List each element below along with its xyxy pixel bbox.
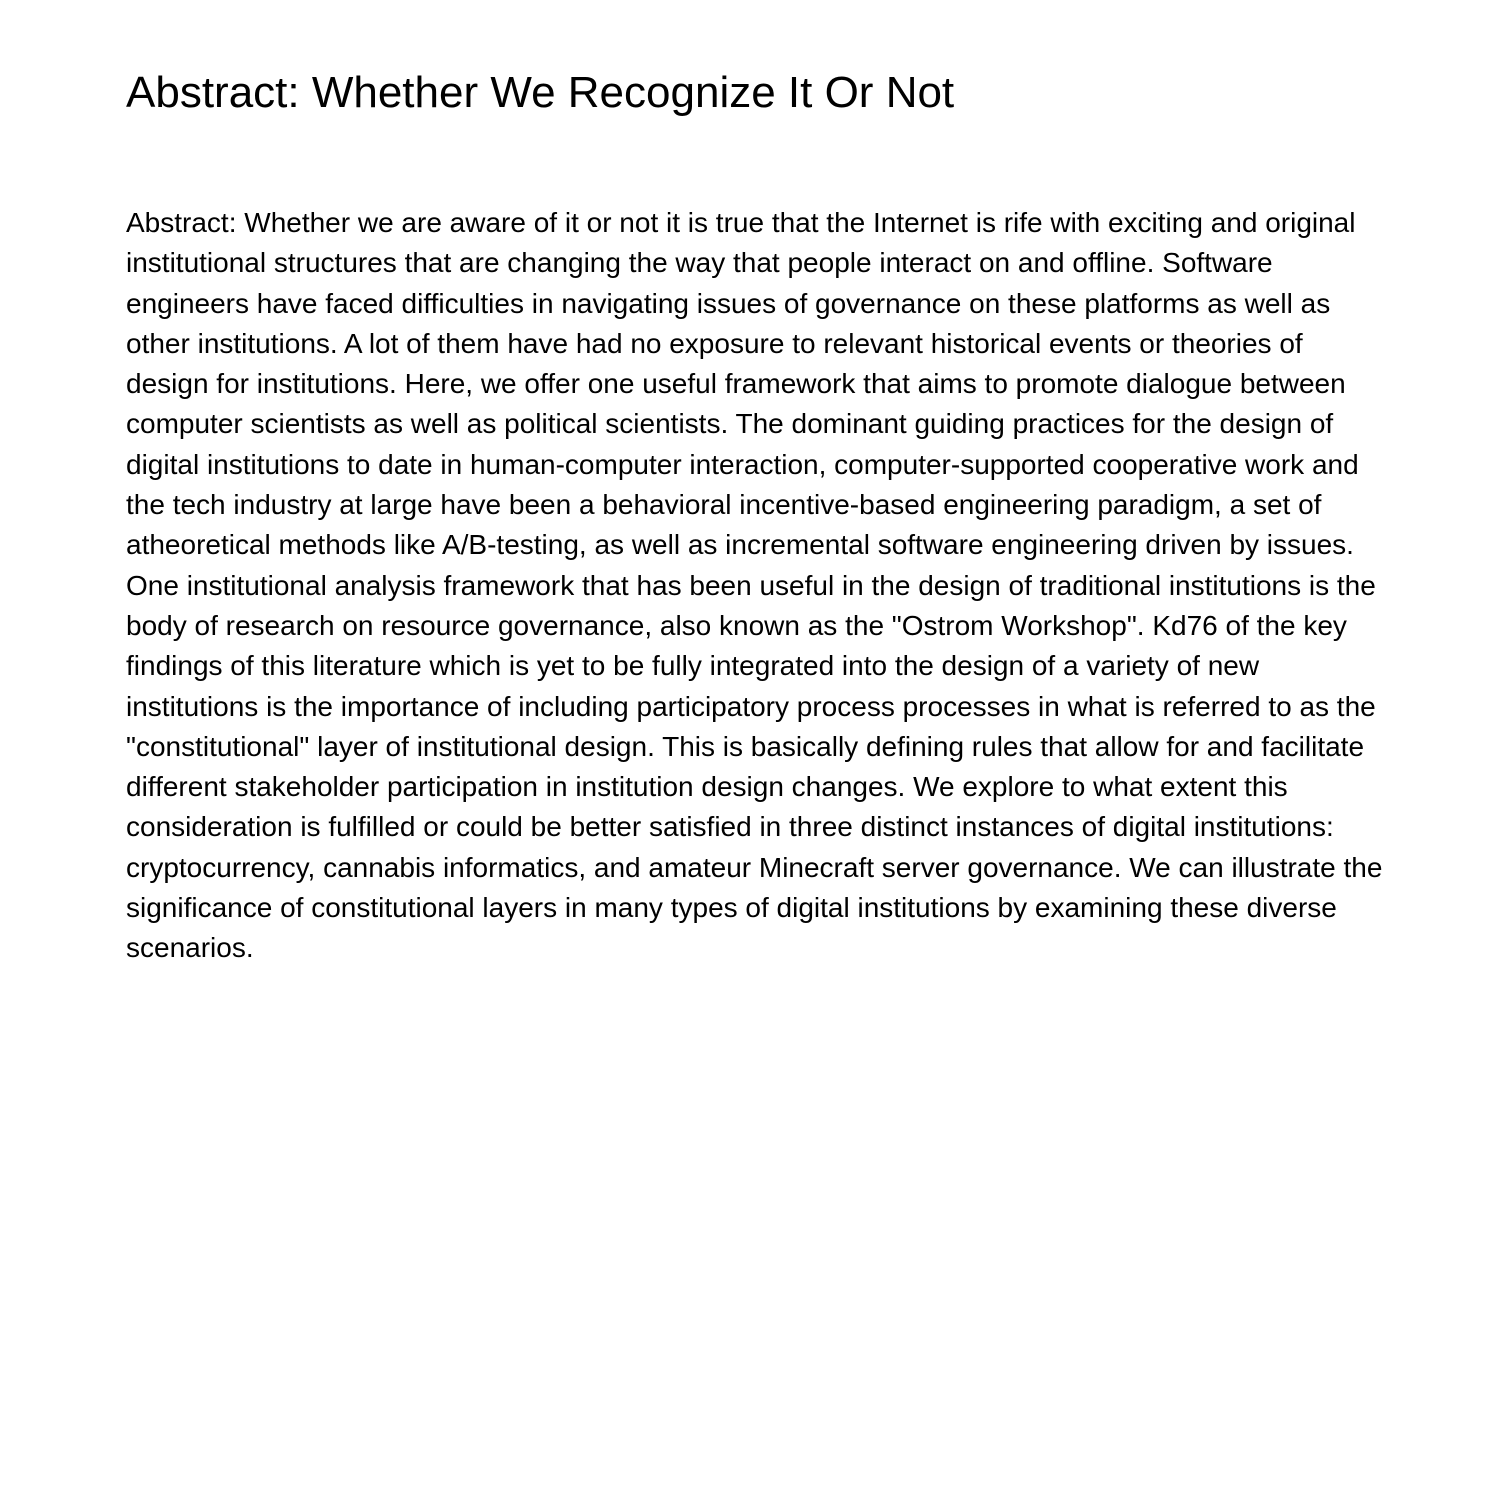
page-title: Abstract: Whether We Recognize It Or Not — [126, 68, 955, 117]
abstract-paragraph: Abstract: Whether we are aware of it or not it is true that the Internet is rife with exciting and original institutional structures that are changing the way that people interact on and offline. Software engineers have faced difficulties in navigating issues of governance on these platforms as well as other institutions. A lot of them have had no exposure to relevant historical events or theories of design for institutions. Here, we offer one useful framework that aims to promote dialogue between computer scientists as well as political scientists. The dominant guiding practices for the design of digital institutions to date in human-computer interaction, computer-supported cooperative work and the tech industry at large have been a behavioral incentive-based engineering paradigm, a set of atheoretical methods like A/B-testing, as well as incremental software engineering driven by issues. One institutional analysis framework that has been useful in the design of traditional institutions is the body of research on resource governance, also known as the "Ostrom Workshop". Kd76 of the key findings of this literature which is yet to be fully integrated into the design of a variety of new institutions is the importance of including participatory process processes in what is referred to as the "constitutional" layer of institutional design. This is basically defining rules that allow for and facilitate different stakeholder participation in institution design changes. We explore to what extent this consideration is fulfilled or could be better satisfied in three distinct instances of digital institutions: cryptocurrency, cannabis informatics, and amateur Minecraft server governance. We can illustrate the significance of constitutional layers in many types of digital institutions by examining these diverse scenarios. — [126, 207, 1383, 964]
